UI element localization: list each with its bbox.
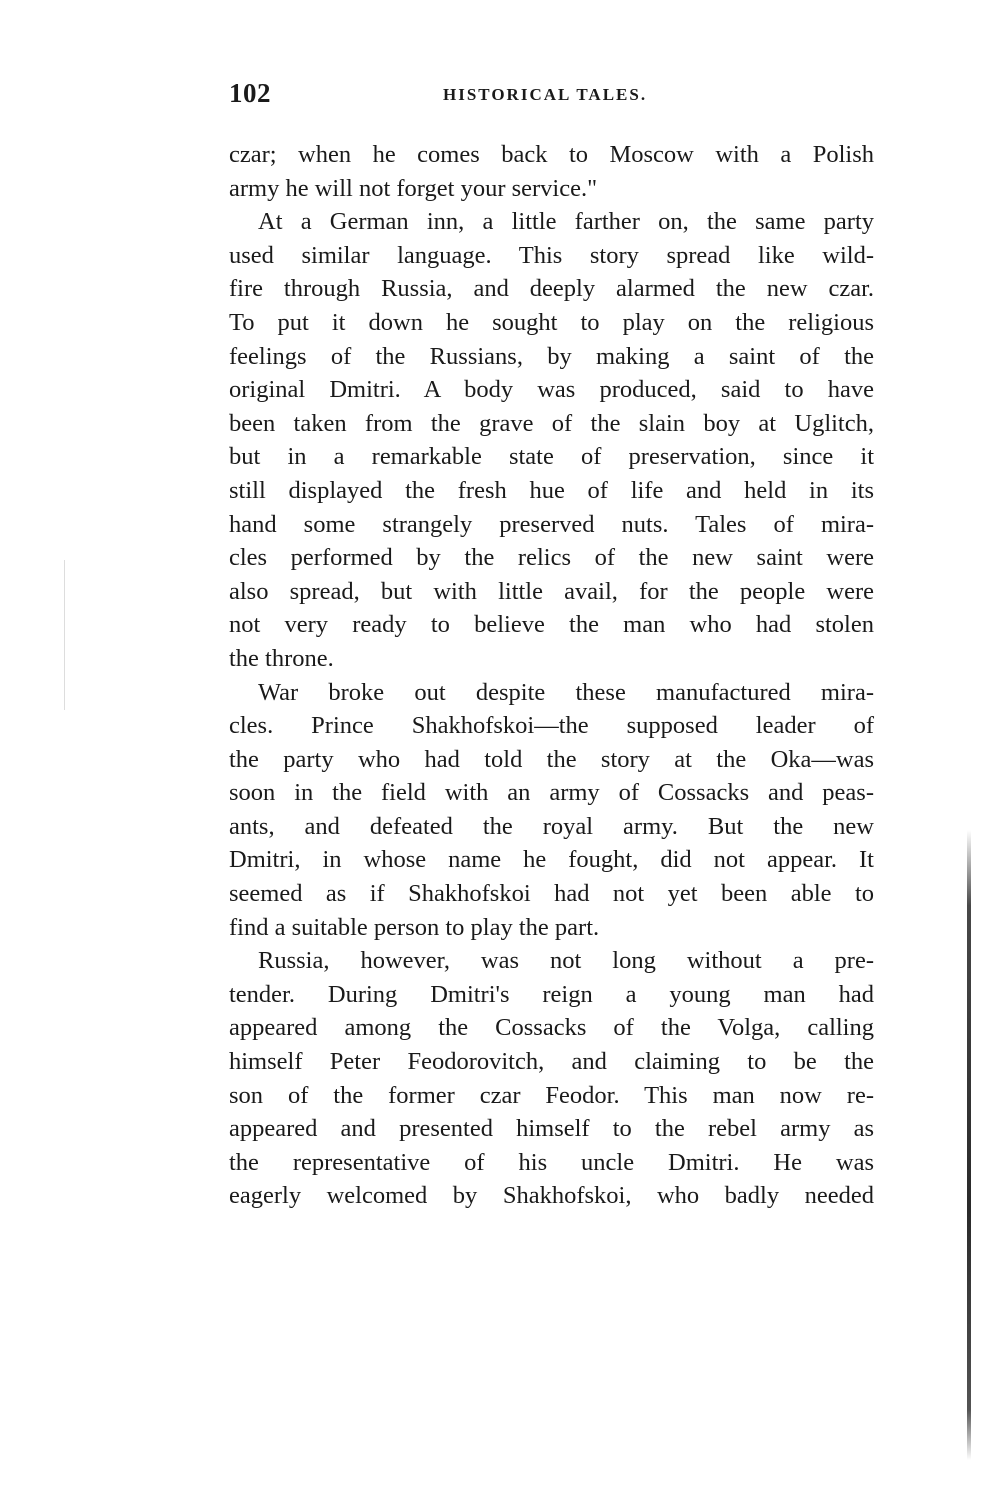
text-line: To put it down he sought to play on the religious xyxy=(229,308,874,336)
text-line: the party who had told the story at the Oka—was xyxy=(229,745,874,773)
text-line: fire through Russia, and deeply alarmed the new czar. xyxy=(229,275,874,303)
text-line: son of the former czar Feodor. This man now re- xyxy=(229,1081,874,1109)
text-line: cles. Prince Shakhofskoi—the supposed leader of xyxy=(229,712,874,740)
text-line: appeared and presented himself to the rebel army as xyxy=(229,1115,874,1143)
text-line: still displayed the fresh hue of life and held in its xyxy=(229,476,874,504)
text-line: ants, and defeated the royal army. But the new xyxy=(229,812,874,840)
text-line: Dmitri, in whose name he fought, did not appear. It xyxy=(229,846,874,874)
text-line: been taken from the grave of the slain boy at Uglitch, xyxy=(229,409,874,437)
scan-artifact-line xyxy=(64,560,65,710)
text-line: soon in the field with an army of Cossacks and peas- xyxy=(229,779,874,807)
page-header xyxy=(229,78,874,118)
text-line: not very ready to believe the man who had stolen xyxy=(229,611,874,639)
text-line: used similar language. This story spread like wild- xyxy=(229,241,874,269)
text-line: Russia, however, was not long without a pre- xyxy=(258,947,874,975)
text-line: himself Peter Feodorovitch, and claiming to be the xyxy=(229,1048,874,1076)
text-line: army he will not forget your service." xyxy=(229,174,598,202)
text-line: tender. During Dmitri's reign a young man had xyxy=(229,980,874,1008)
body-text xyxy=(229,138,874,1213)
text-line: cles performed by the relics of the new saint were xyxy=(229,544,874,572)
page-number: 102 xyxy=(229,78,271,108)
text-line: seemed as if Shakhofskoi had not yet been able to xyxy=(229,880,874,908)
text-line: original Dmitri. A body was produced, said to have xyxy=(229,376,874,404)
running-head: HISTORICAL TALES. xyxy=(443,85,648,104)
text-line: appeared among the Cossacks of the Volga, calling xyxy=(229,1014,874,1042)
text-line: hand some strangely preserved nuts. Tales of mira- xyxy=(229,510,874,538)
text-line: czar; when he comes back to Moscow with a Polish xyxy=(229,141,874,168)
page-edge-shadow xyxy=(967,830,971,1460)
text-line: At a German inn, a little farther on, the same party xyxy=(258,208,874,236)
text-line: feelings of the Russians, by making a saint of the xyxy=(229,342,874,370)
text-line: eagerly welcomed by Shakhofskoi, who badly needed xyxy=(229,1182,874,1210)
text-line: but in a remarkable state of preservation, since it xyxy=(229,443,874,471)
text-line: find a suitable person to play the part. xyxy=(229,913,600,941)
text-line: the throne. xyxy=(229,644,334,672)
text-line: War broke out despite these manufactured mira- xyxy=(258,678,874,706)
text-line: the representative of his uncle Dmitri. He was xyxy=(229,1148,874,1176)
text-line: also spread, but with little avail, for the people were xyxy=(229,577,874,605)
